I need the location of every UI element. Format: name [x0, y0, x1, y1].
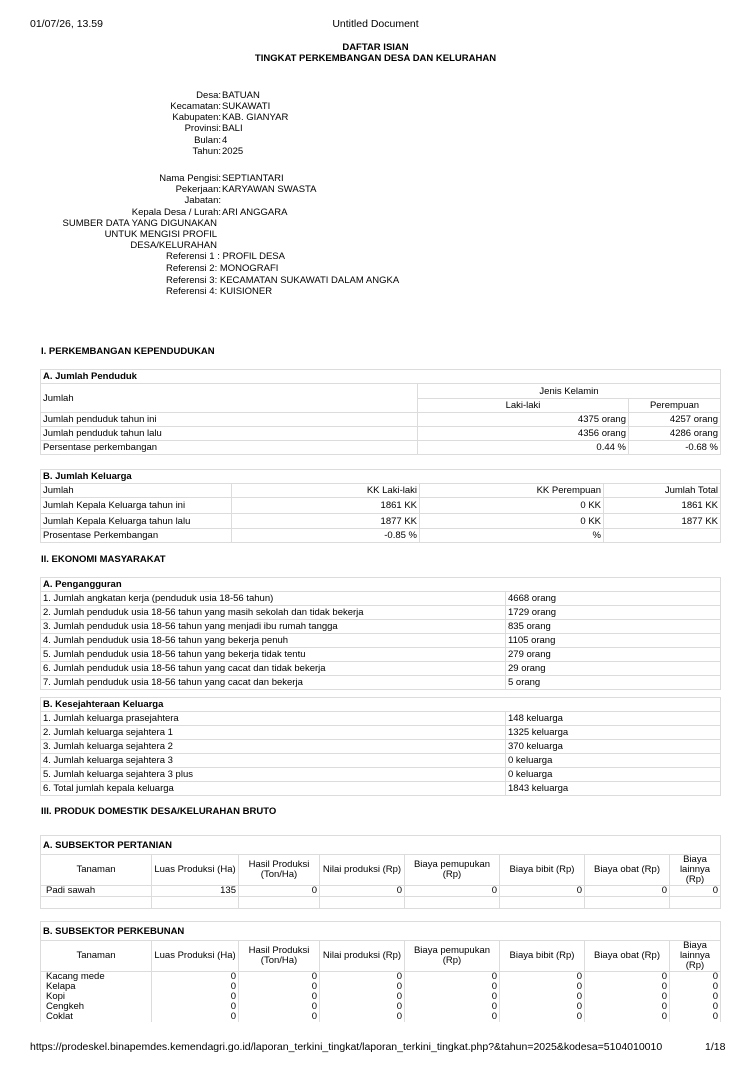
cell-perempuan: 4286 orang: [629, 427, 721, 441]
table-row: [41, 413, 721, 427]
cell-perempuan: -0.68 %: [629, 441, 721, 455]
cell: 1325 keluarga: [506, 726, 721, 740]
filler-value: KARYAWAN SWASTA: [222, 184, 317, 195]
cell: 0: [585, 886, 670, 897]
cell: 0: [500, 972, 585, 983]
perkebunan-table: [40, 921, 721, 1022]
cell: 0: [585, 982, 670, 992]
location-value: 2025: [222, 146, 244, 157]
col-header: Hasil Produksi (Ton/Ha): [239, 855, 320, 886]
cell: Coklat: [41, 1012, 152, 1022]
cell: 7. Jumlah penduduk usia 18-56 tahun yang cacat dan bekerja: [41, 676, 506, 690]
cell: 0: [239, 982, 320, 992]
col-header: Nilai produksi (Rp): [320, 855, 405, 886]
doc-title-line1: DAFTAR ISIAN: [342, 42, 409, 53]
filler-row: [0, 195, 751, 207]
table-row: [41, 740, 721, 754]
cell: [239, 897, 320, 909]
table-row: [41, 972, 721, 983]
row-label: Jumlah penduduk tahun ini: [41, 413, 418, 427]
cell: 0: [585, 1002, 670, 1012]
section-3-title: III. PRODUK DOMESTIK DESA/KELURAHAN BRUTO: [41, 806, 277, 817]
cell: 4. Jumlah keluarga sejahtera 3: [41, 754, 506, 768]
cell: Padi sawah: [41, 886, 152, 897]
cell: [670, 897, 721, 909]
col-header-laki: Laki-laki: [418, 399, 629, 413]
cell: 1877 KK: [232, 514, 420, 529]
cell: 0 KK: [420, 514, 604, 529]
table-row: [41, 441, 721, 455]
cell: 0: [320, 1002, 405, 1012]
sumber-label-1: SUMBER DATA YANG DIGUNAKAN: [62, 218, 217, 229]
print-doc-title: Untitled Document: [332, 18, 419, 30]
section-1-title: I. PERKEMBANGAN KEPENDUDUKAN: [41, 346, 215, 357]
filler-label: Jabatan:: [184, 195, 221, 206]
table-row: [41, 498, 721, 514]
cell: 1. Jumlah keluarga prasejahtera: [41, 712, 506, 726]
cell: 0: [239, 1002, 320, 1012]
cell: Kacang mede: [41, 972, 152, 983]
col-header: Jumlah Total: [604, 484, 721, 498]
col-header: Jumlah: [41, 484, 232, 498]
col-header: Biaya lainnya (Rp): [670, 941, 721, 972]
col-header: Luas Produksi (Ha): [152, 941, 239, 972]
cell: 1861 KK: [604, 498, 721, 514]
referensi-2: Referensi 2: MONOGRAFI: [166, 263, 279, 274]
print-url: https://prodeskel.binapemdes.kemendagri.go.id/laporan_terkini_tingkat/laporan_terkini_tingkat.php?&tahun=2025&kodesa=5104010010: [30, 1041, 663, 1053]
location-label: Bulan:: [194, 135, 221, 146]
col-header: Luas Produksi (Ha): [152, 855, 239, 886]
table-row: [41, 1002, 721, 1012]
col-header-perempuan: Perempuan: [629, 399, 721, 413]
cell: 0: [500, 886, 585, 897]
cell: 0: [500, 982, 585, 992]
location-label: Tahun:: [192, 146, 221, 157]
sumber-label-3: DESA/KELURAHAN: [130, 240, 217, 251]
table-row: [41, 1012, 721, 1022]
cell: 0: [670, 1002, 721, 1012]
cell: Kelapa: [41, 982, 152, 992]
col-header: Hasil Produksi (Ton/Ha): [239, 941, 320, 972]
cell: 0: [500, 1002, 585, 1012]
print-page-number: 1/18: [705, 1041, 726, 1053]
col-header-jumlah: Jumlah: [41, 384, 418, 413]
cell: [585, 897, 670, 909]
referensi-3: Referensi 3: KECAMATAN SUKAWATI DALAM ANGKA: [166, 275, 400, 286]
col-header: KK Perempuan: [420, 484, 604, 498]
referensi-1: Referensi 1 : PROFIL DESA: [166, 251, 285, 262]
table-row: [41, 427, 721, 441]
table-title: A. Pengangguran: [41, 578, 721, 592]
table-row: [41, 676, 721, 690]
cell: 5. Jumlah keluarga sejahtera 3 plus: [41, 768, 506, 782]
table-row: [41, 662, 721, 676]
location-label: Provinsi:: [184, 123, 221, 134]
cell: Jumlah Kepala Keluarga tahun ini: [41, 498, 232, 514]
cell: 3. Jumlah keluarga sejahtera 2: [41, 740, 506, 754]
cell: 0: [500, 1012, 585, 1022]
filler-label: Pekerjaan:: [175, 184, 221, 195]
cell: 3. Jumlah penduduk usia 18-56 tahun yang menjadi ibu rumah tangga: [41, 620, 506, 634]
cell: 0: [239, 992, 320, 1002]
table-row: [41, 514, 721, 529]
col-header: Biaya bibit (Rp): [500, 855, 585, 886]
cell: 148 keluarga: [506, 712, 721, 726]
row-label: Jumlah penduduk tahun lalu: [41, 427, 418, 441]
cell: 0: [405, 982, 500, 992]
col-header: Biaya obat (Rp): [585, 855, 670, 886]
cell: -0.85 %: [232, 529, 420, 543]
table-title: A. SUBSEKTOR PERTANIAN: [41, 836, 721, 855]
cell: 0: [239, 972, 320, 983]
location-value: 4: [222, 135, 228, 146]
cell: 6. Total jumlah kepala keluarga: [41, 782, 506, 796]
cell: 1. Jumlah angkatan kerja (penduduk usia 18-56 tahun): [41, 592, 506, 606]
cell: 4668 orang: [506, 592, 721, 606]
table-row: [41, 726, 721, 740]
cell: 0: [152, 972, 239, 983]
cell: 0 KK: [420, 498, 604, 514]
table-row: [41, 712, 721, 726]
cell: [405, 897, 500, 909]
cell: 4. Jumlah penduduk usia 18-56 tahun yang bekerja penuh: [41, 634, 506, 648]
table-title: B. SUBSEKTOR PERKEBUNAN: [41, 922, 721, 941]
jumlah-keluarga-table: [40, 469, 721, 543]
cell: 0: [585, 992, 670, 1002]
col-header: Biaya obat (Rp): [585, 941, 670, 972]
location-value: BALI: [222, 123, 243, 134]
table-row: [41, 606, 721, 620]
cell-laki: 0.44 %: [418, 441, 629, 455]
cell: 29 orang: [506, 662, 721, 676]
table-row: [41, 768, 721, 782]
cell: 0: [239, 886, 320, 897]
col-header: Biaya bibit (Rp): [500, 941, 585, 972]
cell: 0 keluarga: [506, 768, 721, 782]
cell: 0: [152, 982, 239, 992]
cell: 1729 orang: [506, 606, 721, 620]
cell: 0: [320, 982, 405, 992]
cell: Kopi: [41, 992, 152, 1002]
location-row: [0, 146, 751, 158]
cell: 0: [152, 992, 239, 1002]
cell: 0: [239, 1012, 320, 1022]
table-row: [41, 529, 721, 543]
cell: 279 orang: [506, 648, 721, 662]
location-label: Kabupaten:: [172, 112, 221, 123]
location-label: Kecamatan:: [170, 101, 221, 112]
location-value: KAB. GIANYAR: [222, 112, 289, 123]
doc-title-line2: TINGKAT PERKEMBANGAN DESA DAN KELURAHAN: [254, 53, 497, 64]
table-row: [41, 782, 721, 796]
jumlah-penduduk-table: [40, 369, 721, 455]
cell: 0: [670, 886, 721, 897]
section-2-title: II. EKONOMI MASYARAKAT: [41, 554, 166, 565]
cell: 0: [670, 982, 721, 992]
table-row: [41, 982, 721, 992]
cell: 0: [585, 1012, 670, 1022]
col-header: Tanaman: [41, 855, 152, 886]
table-title: A. Jumlah Penduduk: [41, 370, 721, 384]
cell: 0: [320, 1012, 405, 1022]
pertanian-table: [40, 835, 721, 909]
cell: 0: [152, 1002, 239, 1012]
cell: 5 orang: [506, 676, 721, 690]
cell: %: [420, 529, 604, 543]
cell: 1861 KK: [232, 498, 420, 514]
cell: 0: [670, 992, 721, 1002]
cell: 835 orang: [506, 620, 721, 634]
cell: 1105 orang: [506, 634, 721, 648]
table-row: [41, 620, 721, 634]
cell: 5. Jumlah penduduk usia 18-56 tahun yang bekerja tidak tentu: [41, 648, 506, 662]
table-row: [41, 992, 721, 1002]
print-datetime: 01/07/26, 13.59: [30, 18, 103, 30]
kesejahteraan-table: [40, 697, 721, 796]
pengangguran-table: [40, 577, 721, 690]
cell: 0: [320, 972, 405, 983]
location-value: BATUAN: [222, 90, 260, 101]
table-title: B. Kesejahteraan Keluarga: [41, 698, 721, 712]
col-header: Tanaman: [41, 941, 152, 972]
cell: Prosentase Perkembangan: [41, 529, 232, 543]
table-row: [41, 754, 721, 768]
table-row: [41, 648, 721, 662]
cell: 0: [405, 972, 500, 983]
cell: 0: [405, 1012, 500, 1022]
cell: [500, 897, 585, 909]
cell: [320, 897, 405, 909]
col-header: Biaya pemupukan (Rp): [405, 855, 500, 886]
cell: 2. Jumlah penduduk usia 18-56 tahun yang masih sekolah dan tidak bekerja: [41, 606, 506, 620]
location-label: Desa:: [196, 90, 221, 101]
col-header: Biaya lainnya (Rp): [670, 855, 721, 886]
cell: 6. Jumlah penduduk usia 18-56 tahun yang cacat dan tidak bekerja: [41, 662, 506, 676]
cell: [604, 529, 721, 543]
row-label: Persentase perkembangan: [41, 441, 418, 455]
filler-value: ARI ANGGARA: [222, 207, 288, 218]
cell-perempuan: 4257 orang: [629, 413, 721, 427]
sumber-label-2: UNTUK MENGISI PROFIL: [104, 229, 217, 240]
cell: 0: [585, 972, 670, 983]
cell: 0 keluarga: [506, 754, 721, 768]
col-header: Nilai produksi (Rp): [320, 941, 405, 972]
table-row: [41, 634, 721, 648]
referensi-4: Referensi 4: KUISIONER: [166, 286, 273, 297]
table-row: [41, 886, 721, 897]
location-value: SUKAWATI: [222, 101, 271, 112]
filler-value: SEPTIANTARI: [222, 173, 284, 184]
table-title: B. Jumlah Keluarga: [41, 470, 721, 484]
col-header: KK Laki-laki: [232, 484, 420, 498]
cell: 0: [670, 972, 721, 983]
cell: 0: [500, 992, 585, 1002]
cell: Jumlah Kepala Keluarga tahun lalu: [41, 514, 232, 529]
cell: 0: [670, 1012, 721, 1022]
col-header: Biaya pemupukan (Rp): [405, 941, 500, 972]
cell: 0: [320, 992, 405, 1002]
filler-label: Nama Pengisi:: [159, 173, 221, 184]
table-row: [41, 592, 721, 606]
cell: 0: [405, 1002, 500, 1012]
table-row-empty: [41, 897, 721, 909]
cell-laki: 4356 orang: [418, 427, 629, 441]
cell: 0: [405, 992, 500, 1002]
cell: [152, 897, 239, 909]
cell: 0: [405, 886, 500, 897]
filler-label: Kepala Desa / Lurah:: [131, 207, 221, 218]
cell: 1877 KK: [604, 514, 721, 529]
cell: 0: [320, 886, 405, 897]
col-header-jenis-kelamin: Jenis Kelamin: [418, 384, 721, 399]
cell: 0: [152, 1012, 239, 1022]
cell-laki: 4375 orang: [418, 413, 629, 427]
cell: Cengkeh: [41, 1002, 152, 1012]
location-row: [0, 123, 751, 135]
cell: [41, 897, 152, 909]
cell: 2. Jumlah keluarga sejahtera 1: [41, 726, 506, 740]
cell: 370 keluarga: [506, 740, 721, 754]
cell: 135: [152, 886, 239, 897]
cell: 1843 keluarga: [506, 782, 721, 796]
